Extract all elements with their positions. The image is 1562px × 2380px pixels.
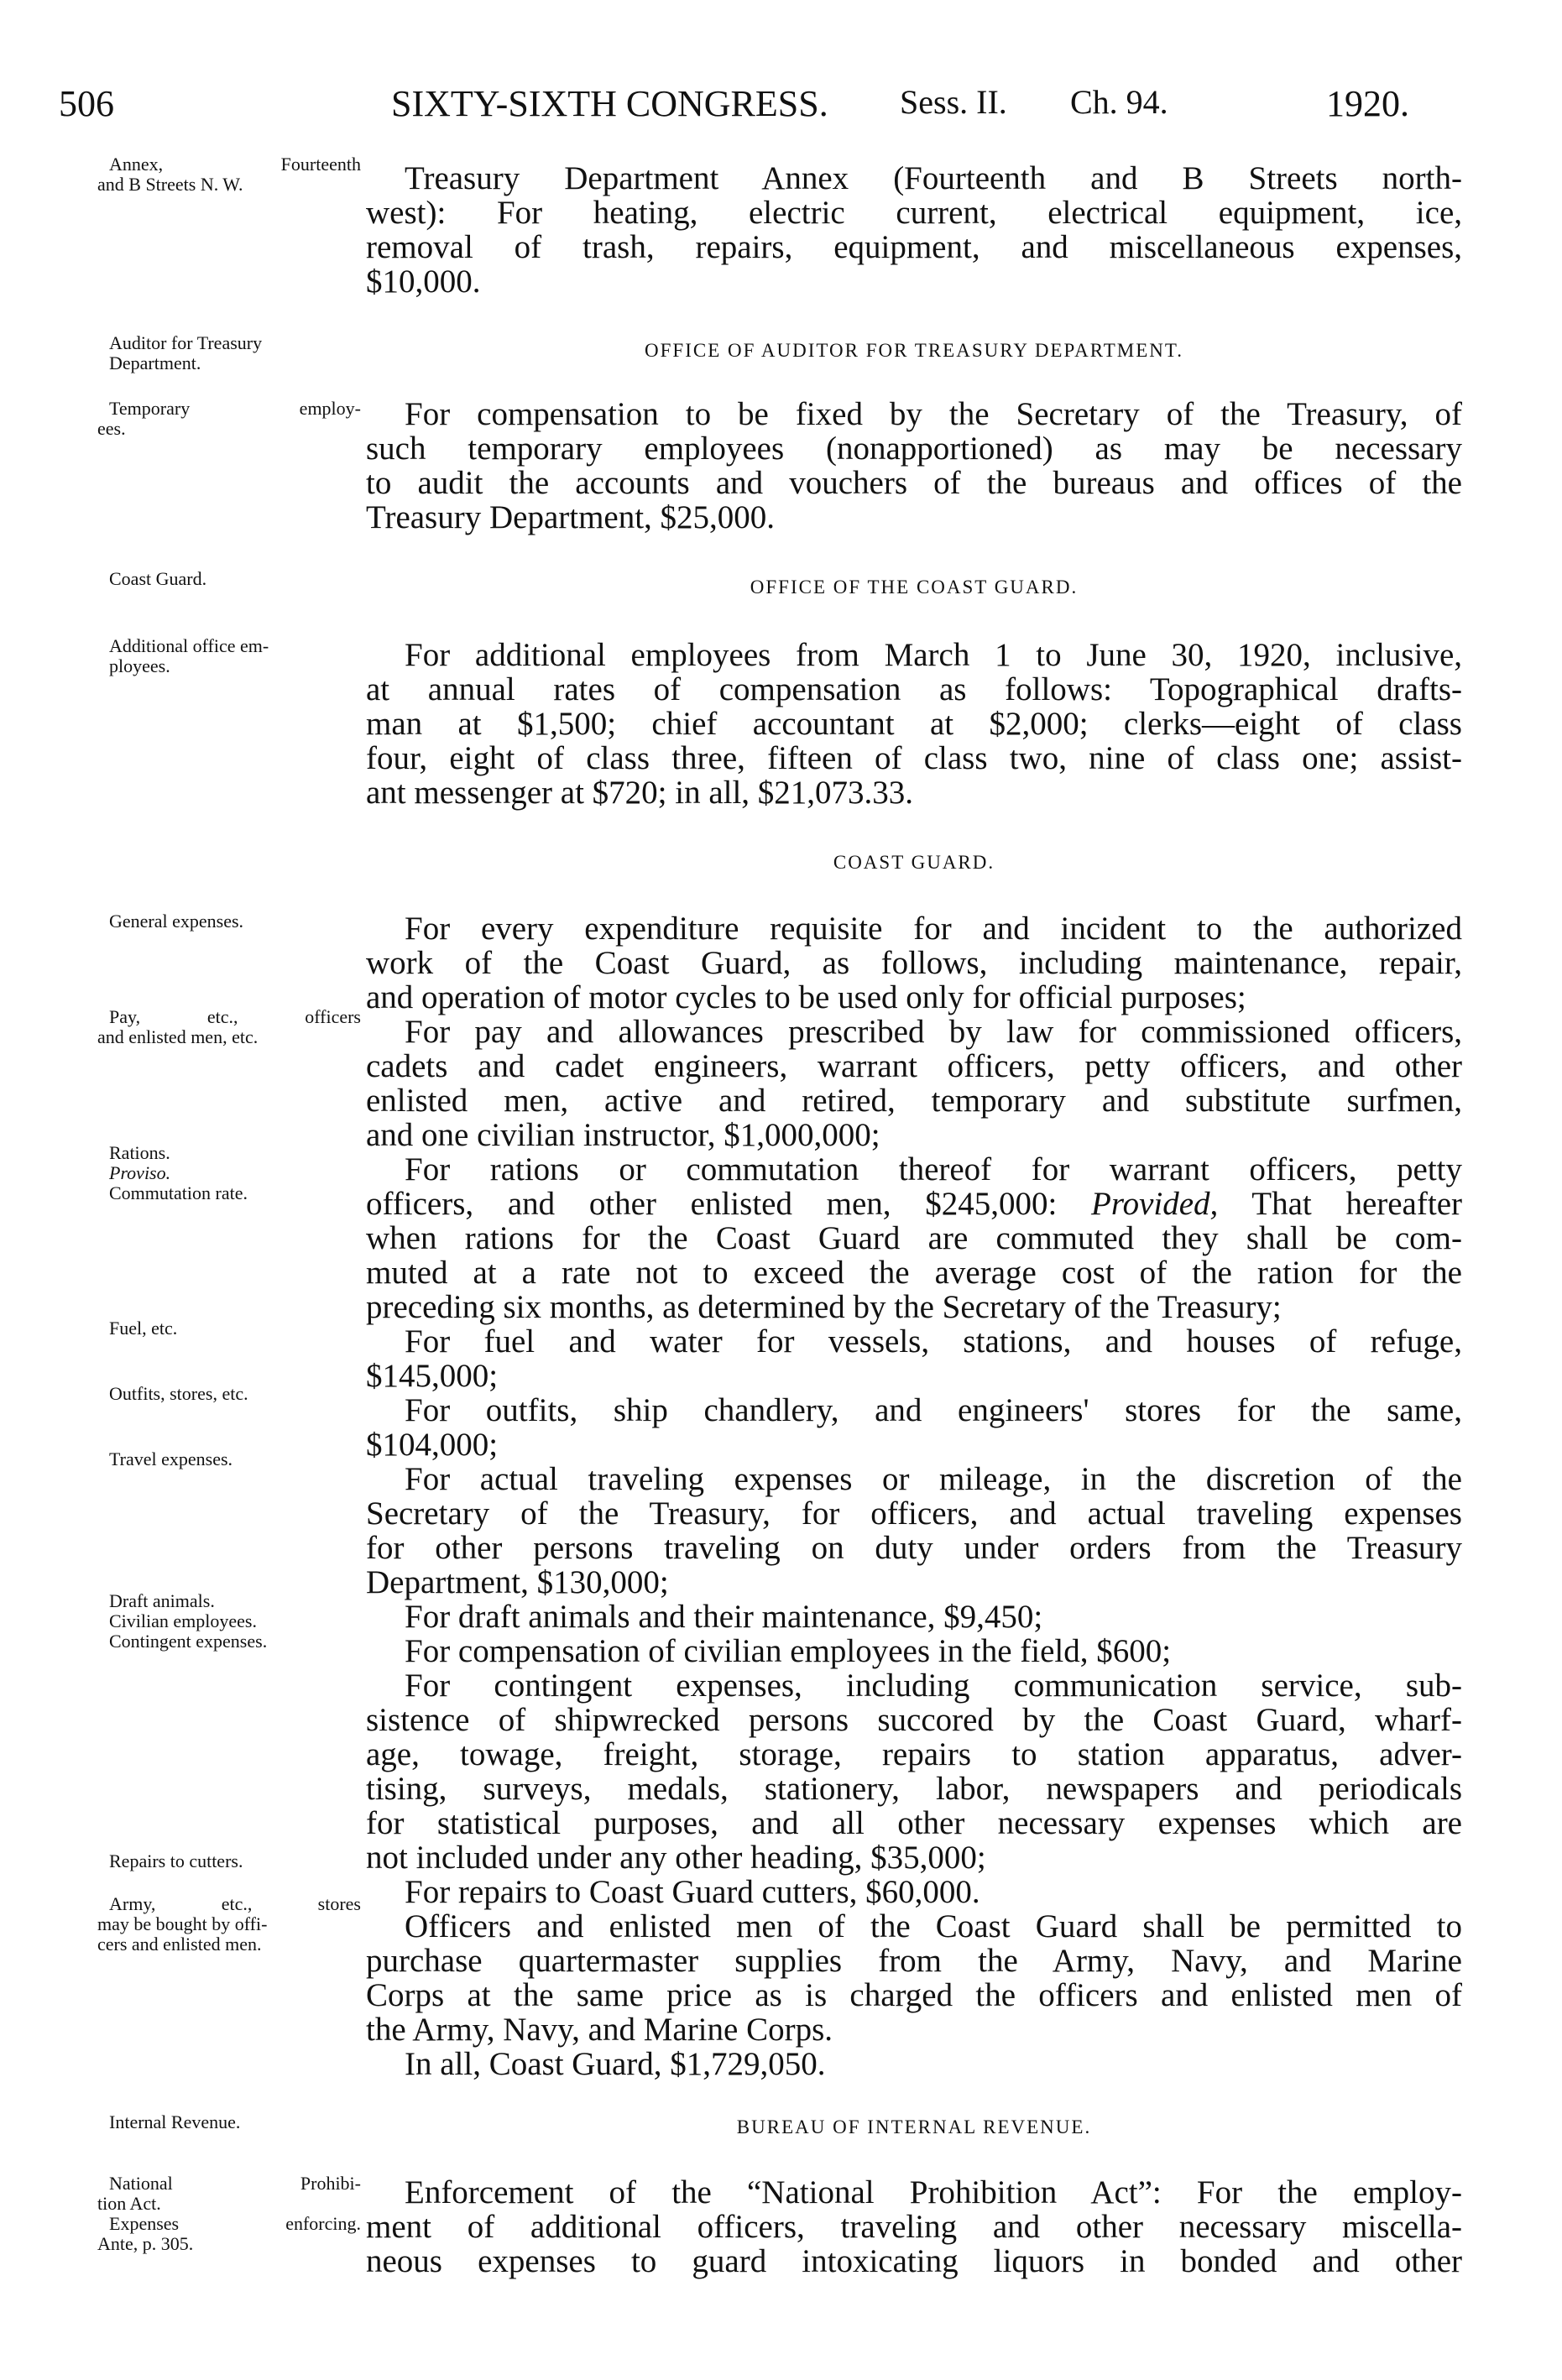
paragraph-block xyxy=(366,397,1462,535)
text-line xyxy=(366,1909,1462,1944)
text-line-content: For compensation to be fixed by the Secretary of the Treasury, of xyxy=(405,396,1462,432)
text-line-content: Corps at the same price as is charged the officers and enlisted men of xyxy=(366,1977,1462,2013)
text-line-content: For additional employees from March 1 to June 30, 1920, inclusive, xyxy=(405,637,1462,673)
text-line xyxy=(366,775,1462,810)
text-line-content: $104,000; xyxy=(366,1427,499,1463)
paragraph-block xyxy=(366,638,1462,810)
heading-auditor: OFFICE OF AUDITOR FOR TREASURY DEPARTMENT. xyxy=(645,340,1183,361)
text-line xyxy=(366,1462,1462,1496)
text-line-content: For every expenditure requisite for and incident to the authorized xyxy=(405,911,1462,947)
text-line-content: For outfits, ship chandlery, and engineers' stores for the same, xyxy=(405,1392,1462,1428)
margin-note-line: ployees. xyxy=(109,655,170,676)
text-line-content: Treasury Department Annex (Fourteenth and B Streets north- xyxy=(405,160,1462,196)
margin-note xyxy=(97,1893,361,1955)
text-line-content: preceding six months, as determined by the Secretary of the Treasury; xyxy=(366,1289,1282,1325)
text-line-content: Officers and enlisted men of the Coast Guard shall be permitted to xyxy=(405,1908,1462,1944)
text-line-content: Treasury Department, $25,000. xyxy=(366,499,776,535)
text-line xyxy=(366,1187,1462,1221)
text-line-content: at annual rates of compensation as follows: Topographical drafts- xyxy=(366,671,1462,707)
text-line xyxy=(366,1015,1462,1049)
text-line-content: For actual traveling expenses or mileage, in the discretion of the xyxy=(405,1461,1462,1497)
margin-note-line: National Prohibi- xyxy=(109,2173,361,2194)
margin-note-line: Rations. xyxy=(109,1142,170,1163)
text-line-content: ant messenger at $720; in all, $21,073.33. xyxy=(366,775,914,811)
text-line-content: muted at a rate not to exceed the average cost of the ration for the xyxy=(366,1255,1462,1291)
text-line-content: enlisted men, active and retired, temporary and substitute surfmen, xyxy=(366,1083,1462,1119)
text-line xyxy=(366,264,1462,299)
text-line-content: For fuel and water for vessels, stations, and houses of refuge, xyxy=(405,1323,1462,1360)
text-line-content: and operation of motor cycles to be used only for official purposes; xyxy=(366,979,1246,1015)
margin-note-line: may be bought by offi- xyxy=(97,1913,268,1934)
text-line xyxy=(366,1600,1462,1634)
text-line xyxy=(366,2210,1462,2244)
margin-note-line: Expenses enforcing. xyxy=(109,2213,361,2234)
text-line-content: $145,000; xyxy=(366,1358,499,1394)
margin-note-line: General expenses. xyxy=(109,911,244,932)
margin-note-line: Contingent expenses. xyxy=(109,1631,268,1652)
congress-title: SIXTY-SIXTH CONGRESS. xyxy=(391,83,828,124)
text-line xyxy=(366,2012,1462,2047)
text-line-content: For draft animals and their maintenance, $9,450; xyxy=(405,1599,1043,1635)
text-line-content: and one civilian instructor, $1,000,000; xyxy=(366,1117,880,1153)
text-line xyxy=(366,1118,1462,1152)
text-line xyxy=(366,946,1462,980)
margin-note xyxy=(97,154,361,195)
text-line-content: removal of trash, repairs, equipment, and miscellaneous expenses, xyxy=(366,229,1462,265)
text-line xyxy=(366,2244,1462,2278)
margin-note-line: Temporary employ- xyxy=(109,398,361,419)
text-line xyxy=(366,1255,1462,1290)
heading-internal-revenue: BUREAU OF INTERNAL REVENUE. xyxy=(736,2116,1092,2137)
margin-note xyxy=(109,1143,361,1203)
text-line-content: the Army, Navy, and Marine Corps. xyxy=(366,2012,833,2048)
margin-note xyxy=(97,398,361,439)
text-line-continuation: That hereafter xyxy=(1218,1186,1462,1222)
margin-note xyxy=(109,1384,361,1404)
margin-note-line: Proviso. xyxy=(109,1162,171,1183)
text-line xyxy=(366,1049,1462,1083)
italic-term: Provided, xyxy=(1091,1186,1219,1222)
text-line xyxy=(366,1772,1462,1806)
text-line xyxy=(366,1806,1462,1840)
margin-note xyxy=(109,636,361,676)
margin-note-line: Auditor for Treasury xyxy=(109,332,263,353)
text-line-content: work of the Coast Guard, as follows, including maintenance, repair, xyxy=(366,945,1462,981)
paragraph-block xyxy=(366,2175,1462,2278)
margin-note-line: and enlisted men, etc. xyxy=(97,1026,259,1047)
margin-note-line: Ante, p. 305. xyxy=(97,2233,194,2254)
text-line xyxy=(366,2047,1462,2081)
text-line-content: For compensation of civilian employees in the field, $600; xyxy=(405,1633,1172,1669)
margin-note-line: Internal Revenue. xyxy=(109,2111,241,2132)
text-line-content: cadets and cadet engineers, warrant officers, petty officers, and other xyxy=(366,1048,1462,1084)
margin-note-line: Civilian employees. xyxy=(109,1610,257,1631)
text-line xyxy=(366,161,1462,196)
heading-coast-guard: COAST GUARD. xyxy=(833,852,995,873)
text-line xyxy=(366,1531,1462,1565)
text-line-content: For rations or commutation thereof for warrant officers, petty xyxy=(405,1151,1462,1187)
text-line xyxy=(366,1737,1462,1772)
margin-note xyxy=(109,1449,361,1469)
text-line xyxy=(366,1290,1462,1324)
text-line-content: such temporary employees (nonapportioned) as may be necessary xyxy=(366,431,1462,467)
margin-note-line: Department. xyxy=(109,352,201,373)
text-line xyxy=(366,1427,1462,1462)
text-line xyxy=(366,1668,1462,1703)
text-line-content: Department, $130,000; xyxy=(366,1564,669,1600)
margin-note-line: Pay, etc., officers xyxy=(109,1006,361,1027)
margin-note-line: cers and enlisted men. xyxy=(97,1934,262,1955)
margin-note xyxy=(109,333,361,373)
text-line xyxy=(366,911,1462,946)
text-line xyxy=(366,1840,1462,1875)
text-line xyxy=(366,1875,1462,1909)
text-line xyxy=(366,980,1462,1015)
margin-note-line: Draft animals. xyxy=(109,1590,215,1611)
text-line-content: for statistical purposes, and all other necessary expenses which are xyxy=(366,1805,1462,1841)
margin-note xyxy=(97,2173,361,2254)
text-line xyxy=(366,1393,1462,1427)
margin-note xyxy=(109,2112,361,2132)
paragraph-block xyxy=(366,161,1462,299)
text-line xyxy=(366,1634,1462,1668)
text-line xyxy=(366,196,1462,230)
text-line-content: Secretary of the Treasury, for officers, and actual traveling expenses xyxy=(366,1495,1462,1532)
margin-note-line: Annex, Fourteenth xyxy=(109,154,361,175)
text-line xyxy=(366,466,1462,500)
text-line-content: four, eight of class three, fifteen of class two, nine of class one; assist- xyxy=(366,740,1462,776)
year: 1920. xyxy=(1326,83,1409,124)
text-line xyxy=(366,672,1462,707)
text-line xyxy=(366,1083,1462,1118)
text-line xyxy=(366,1324,1462,1359)
text-line xyxy=(366,1152,1462,1187)
text-line-content: For repairs to Coast Guard cutters, $60,000. xyxy=(405,1874,980,1910)
text-line xyxy=(366,741,1462,775)
margin-note-line: tion Act. xyxy=(97,2193,161,2214)
margin-note xyxy=(109,569,361,589)
margin-note xyxy=(109,1591,361,1652)
text-line xyxy=(366,1703,1462,1737)
heading-office-coast-guard: OFFICE OF THE COAST GUARD. xyxy=(750,577,1079,598)
text-line xyxy=(366,500,1462,535)
text-line xyxy=(366,1221,1462,1255)
text-line xyxy=(366,397,1462,431)
margin-note-line: Coast Guard. xyxy=(109,568,207,589)
text-line-content: when rations for the Coast Guard are commuted they shall be com- xyxy=(366,1220,1462,1256)
margin-note-line: Fuel, etc. xyxy=(109,1318,178,1339)
text-line-content: age, towage, freight, storage, repairs to station apparatus, adver- xyxy=(366,1736,1462,1772)
text-line-content: purchase quartermaster supplies from the Army, Navy, and Marine xyxy=(366,1943,1462,1979)
session: Sess. II. xyxy=(900,83,1007,121)
text-line xyxy=(366,1978,1462,2012)
text-line-content: sistence of shipwrecked persons succored by the Coast Guard, wharf- xyxy=(366,1702,1462,1738)
text-line-content: In all, Coast Guard, $1,729,050. xyxy=(405,2046,826,2082)
chapter: Ch. 94. xyxy=(1070,83,1168,121)
text-line xyxy=(366,431,1462,466)
text-line-content: $10,000. xyxy=(366,264,481,300)
text-line xyxy=(366,707,1462,741)
text-line-content: For pay and allowances prescribed by law for commissioned officers, xyxy=(405,1014,1462,1050)
page-number: 506 xyxy=(59,83,114,124)
margin-note-line: Repairs to cutters. xyxy=(109,1850,243,1871)
margin-note-line: and B Streets N. W. xyxy=(97,174,243,195)
text-line-content: for other persons traveling on duty under orders from the Treasury xyxy=(366,1530,1462,1566)
margin-note xyxy=(97,1006,361,1047)
paragraph-block xyxy=(366,911,1462,2081)
text-line xyxy=(366,638,1462,672)
margin-note-line: ees. xyxy=(97,418,126,439)
margin-note xyxy=(109,1318,361,1339)
text-line-content: neous expenses to guard intoxicating liquors in bonded and other xyxy=(366,2243,1462,2279)
text-line xyxy=(366,2175,1462,2210)
text-line-content: to audit the accounts and vouchers of the bureaus and offices of the xyxy=(366,465,1462,501)
text-line-content: Enforcement of the “National Prohibition Act”: For the employ- xyxy=(405,2174,1462,2210)
text-line-content: For contingent expenses, including communication service, sub- xyxy=(405,1668,1462,1704)
margin-note-line: Travel expenses. xyxy=(109,1448,233,1469)
text-line-content: not included under any other heading, $35,000; xyxy=(366,1840,986,1876)
text-line xyxy=(366,1359,1462,1393)
text-line xyxy=(366,1565,1462,1600)
margin-note-line: Commutation rate. xyxy=(109,1182,248,1203)
margin-note-line: Army, etc., stores xyxy=(109,1893,361,1914)
text-line xyxy=(366,1944,1462,1978)
margin-note-line: Additional office em- xyxy=(109,635,269,656)
text-line-content: officers, and other enlisted men, $245,000: xyxy=(366,1186,1092,1222)
text-line-content: ment of additional officers, traveling and other necessary miscella- xyxy=(366,2209,1462,2245)
text-line-content: west): For heating, electric current, electrical equipment, ice, xyxy=(366,195,1462,231)
text-line-content: man at $1,500; chief accountant at $2,000; clerks—eight of class xyxy=(366,706,1462,742)
text-line-content: tising, surveys, medals, stationery, labor, newspapers and periodicals xyxy=(366,1771,1462,1807)
margin-note-line: Outfits, stores, etc. xyxy=(109,1383,248,1404)
margin-note xyxy=(109,911,361,932)
text-line xyxy=(366,1496,1462,1531)
margin-note xyxy=(109,1851,361,1871)
text-line xyxy=(366,230,1462,264)
